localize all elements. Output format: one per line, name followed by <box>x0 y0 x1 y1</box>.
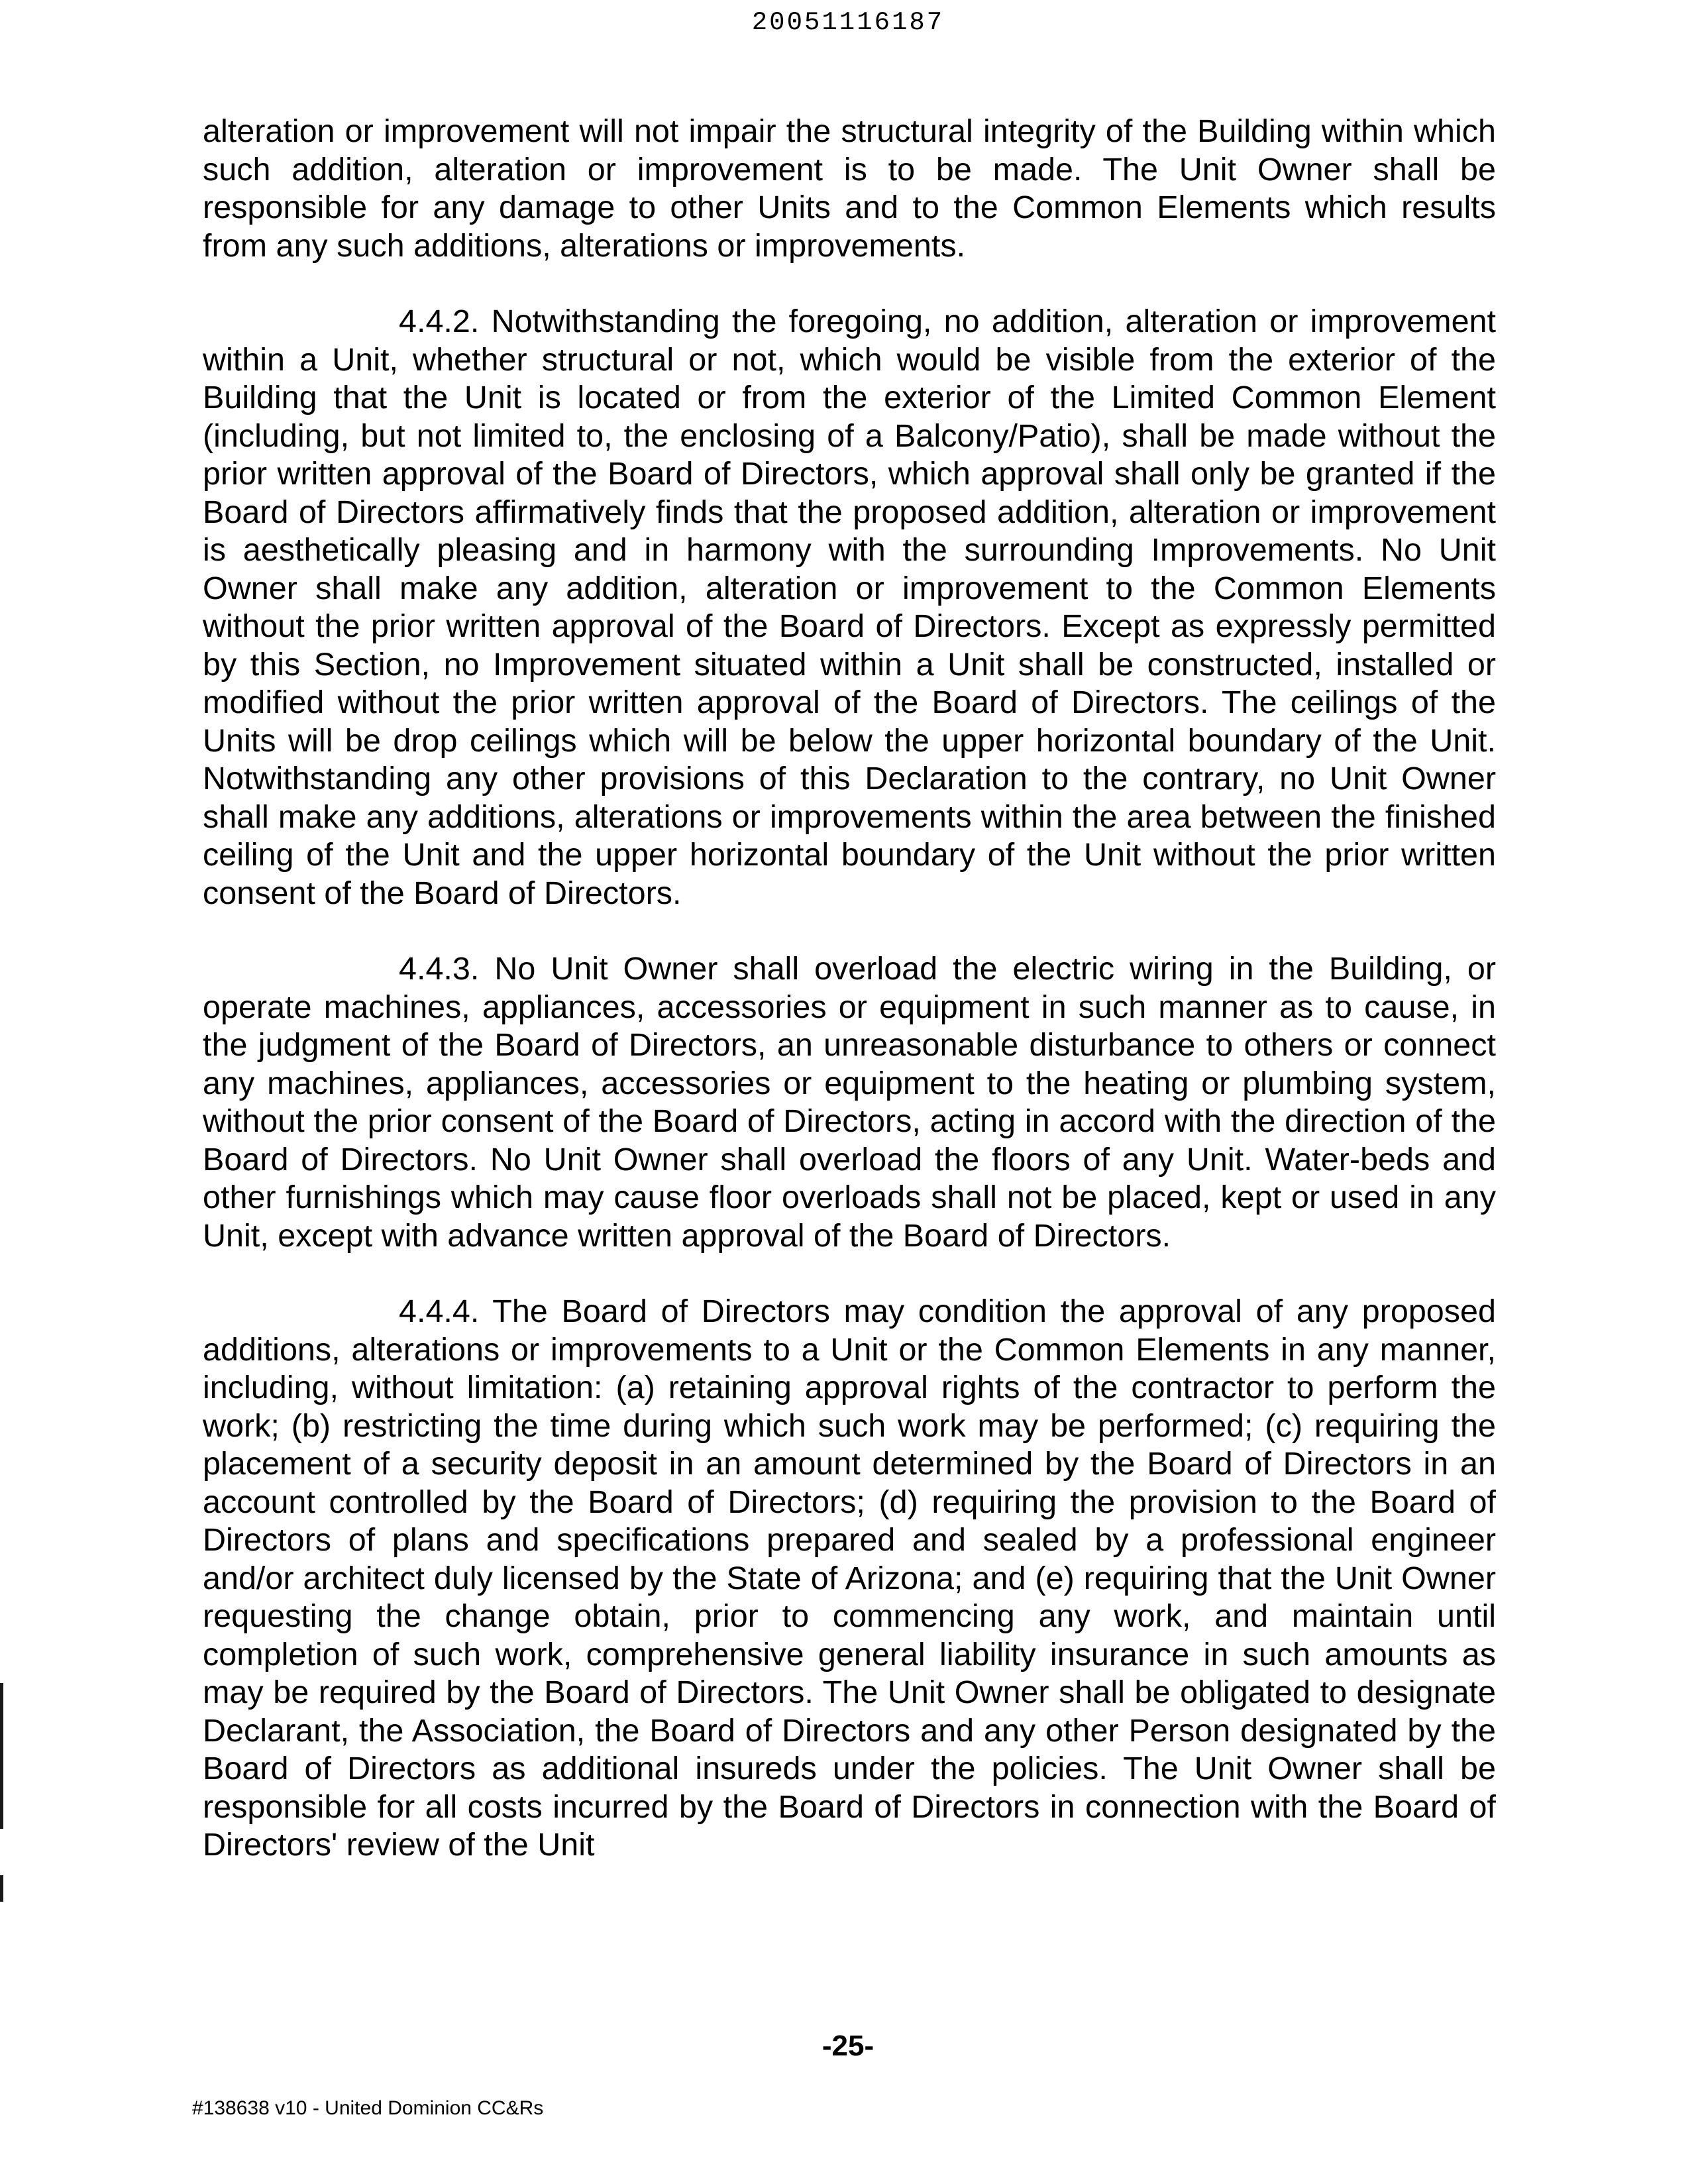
document-body <box>203 113 1496 1902</box>
paragraph-4-4-3 <box>203 950 1496 1255</box>
section-number: 4.4.2. <box>399 303 480 339</box>
paragraph-text: alteration or improvement will not impair the structural integrity of the Building within which such addition, alteration or improvement is to be made. The Unit Owner shall be responsible for any damage to other Units and to the Common Elements which results from any such additions, alterations or improvements. <box>203 113 1496 264</box>
document-reference: #138638 v10 - United Dominion CC&Rs <box>192 2097 544 2119</box>
scan-edge-mark <box>0 1875 3 1902</box>
paragraph-continuation <box>203 113 1496 265</box>
section-number: 4.4.3. <box>399 951 480 987</box>
paragraph-text: The Board of Directors may condition the approval of any proposed additions, alterations or improvements to a Unit or the Common Elements in any manner, including, without limitation: (a) retaining approval rights of the contractor to perform the work; (b) restricting the time during which such work may be performed; (c) requiring the placement of a security deposit in an amount determined by the Board of Directors in an account controlled by the Board of Directors; (d) requiring the provision to the Board of Directors of plans and specifications prepared and sealed by a professional engineer and/or architect duly licensed by the State of Arizona; and (e) requiring that the Unit Owner requesting the change obtain, prior to commencing any work, and maintain until completion of such work, comprehensive general liability insurance in such amounts as may be required by the Board of Directors. The Unit Owner shall be obligated to designate Declarant, the Association, the Board of Directors and any other Person designated by the Board of Directors as additional insureds under the policies. The Unit Owner shall be responsible for all costs incurred by the Board of Directors in connection with the Board of Directors' review of the Unit <box>203 1293 1496 1863</box>
paragraph-text: No Unit Owner shall overload the electric wiring in the Building, or operate machines, appliances, accessories or equipment in such manner as to cause, in the judgment of the Board of Directors, an unreasonable disturbance to others or connect any machines, appliances, accessories or equipment to the heating or plumbing system, without the prior consent of the Board of Directors, acting in accord with the direction of the Board of Directors. No Unit Owner shall overload the floors of any Unit. Water-beds and other furnishings which may cause floor overloads shall not be placed, kept or used in any Unit, except with advance written approval of the Board of Directors. <box>203 951 1496 1254</box>
paragraph-4-4-4 <box>203 1293 1496 1865</box>
section-number: 4.4.4. <box>399 1293 480 1329</box>
recording-number: 20051116187 <box>751 8 945 37</box>
paragraph-text: Notwithstanding the foregoing, no addition, alteration or improvement within a Unit, whether structural or not, which would be visible from the exterior of the Building that the Unit is located or from the exterior of the Limited Common Element (including, but not limited to, the enclosing of a Balcony/Patio), shall be made without the prior written approval of the Board of Directors, which approval shall only be granted if the Board of Directors affirmatively finds that the proposed addition, alteration or improvement is aesthetically pleasing and in harmony with the surrounding Improvements. No Unit Owner shall make any addition, alteration or improvement to the Common Elements without the prior written approval of the Board of Directors. Except as expressly permitted by this Section, no Improvement situated within a Unit shall be constructed, installed or modified without the prior written approval of the Board of Directors. The ceilings of the Units will be drop ceilings which will be below the upper horizontal boundary of the Unit. Notwithstanding any other provisions of this Declaration to the contrary, no Unit Owner shall make any additions, alterations or improvements within the area between the finished ceiling of the Unit and the upper horizontal boundary of the Unit without the prior written consent of the Board of Directors. <box>203 303 1497 911</box>
scan-edge-mark <box>0 1683 3 1829</box>
page-number: -25- <box>822 2030 874 2062</box>
paragraph-4-4-2 <box>203 303 1496 912</box>
